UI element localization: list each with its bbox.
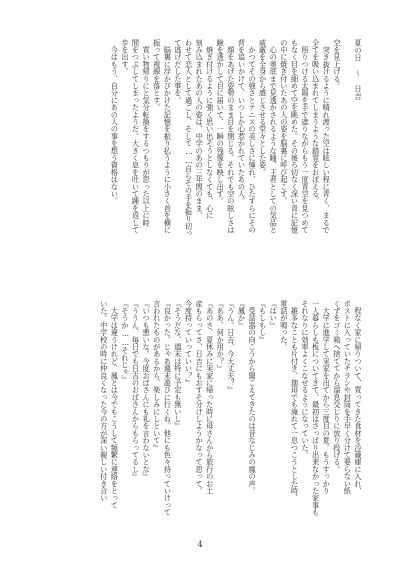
text-line: 空を見上げる。 — [332, 39, 342, 90]
text-line: ポストに入っていたチラシや封筒を手早く分けて要らない紙 — [343, 300, 353, 495]
text-line: 『はい』 — [269, 300, 279, 329]
text-line: 『あのさ、夏休みに実家に帰った時に母さんから旅行のお土 — [205, 300, 215, 495]
text-line: 顔をあげた姿勢のまま目を閉じる。それでも空の眩しさは — [226, 39, 236, 234]
page-number: 4 — [197, 540, 203, 549]
text-line: 買い物帰りにと気分転換をするつもりが思った以上に時 — [142, 39, 152, 227]
text-line: て逃げだした事を。 — [173, 39, 183, 104]
text-line: 脳裏に浮かびかけた記憶を振り払うように小さく首を横に — [163, 39, 173, 234]
text-line: 大学は違うけれど、鳳とは今でもこうして頻繁に連絡をとって — [110, 300, 120, 509]
text-line: 電話が鳴った。 — [279, 300, 289, 351]
text-line: かつてその強さとテニスの美しさに憧れ、ひたすらにその — [248, 39, 258, 234]
text-line: 程なく家に帰りついて、買ってきた食材を冷蔵庫に入れ、 — [354, 300, 363, 495]
text-line: 振って視線を落とす。 — [152, 39, 162, 111]
text-line: 『良かった。じゃあ週末遊びに行くね。他にも色々持っていけって — [163, 300, 173, 516]
text-line: 瞼を透かして目に届いて、一瞬の残像を映し出す。 — [216, 39, 226, 205]
text-line: 心の奥底まで見透かされるような瞳、王者としての気品と — [269, 39, 279, 234]
text-line: 受話器の向こうから聞こえてきたのは昔なじみの鳳の声。 — [248, 300, 258, 495]
text-line: 言われたものがあるから、楽しみにしといて』 — [152, 300, 162, 452]
text-line: わせて恋人として過ごし、そして……自らその手を振り切っ — [184, 39, 194, 237]
lower-text-block — [58, 300, 363, 535]
text-line: くずをゴミ箱へ捨ててから溜息交じりに放り投げる。 — [332, 300, 342, 473]
text-line: 刻み込まれたあの人の姿は、中学のあの三年間のまま、 — [195, 39, 205, 219]
text-line: 突き抜けるように晴れ渡った空は眩しい程に青く、まるで — [322, 39, 332, 234]
chapter-title: 夏の日 ～ 日吉 — [354, 39, 363, 101]
text-line: もなく目を細めて空を眺めた。その後ろ切なく深い青に記憶 — [290, 39, 300, 234]
text-line: 『ああ、何か用か？』 — [216, 300, 226, 372]
text-line: 背を追いかけて、いつしか心惹かれていたあの人。 — [237, 39, 247, 205]
text-line: 『鳳か』 — [237, 300, 247, 329]
text-line: 『そうだな、週末は特に予定も無いし』 — [173, 300, 183, 430]
text-line: 『うん。日吉、今大丈夫？』 — [226, 300, 236, 394]
text-line: 産もらってさ、日吉にもおすそ分けしようかなって思って。 — [195, 300, 205, 495]
text-line: 『いつも悪いな。今度おばさんにも礼を言わないとな』 — [142, 300, 152, 480]
text-line: 一人暮らしも板についてきて、最初はさっぱり出来なかった家事も — [311, 300, 321, 516]
text-line: それなりに効率よくこなせるようになっていた。 — [301, 300, 311, 459]
title-spacer — [342, 39, 353, 254]
text-line: 今度持っていっていい？』 — [184, 300, 194, 387]
text-line: 『もしもし』 — [258, 300, 268, 344]
text-line: 『そうか……それじゃ』 — [120, 300, 130, 383]
text-line: 照りつける太陽を手で遮りながらもう一度青空を見つめて — [301, 39, 311, 234]
text-line: 歩を出す。 — [120, 39, 130, 75]
text-line: 大学に進学して実家を出てから三度目の夏。もうすっかり — [322, 300, 332, 495]
text-line: の中に焼き付いたあの人の姿を脳裏に呼び起こす。 — [279, 39, 289, 205]
text-line: 雑多なことも片付き、珈琲でも淹れて一息つこうとした時、 — [290, 300, 300, 502]
text-line: 焼き付けるように強く思い出そうとしなくても、心に — [205, 39, 215, 219]
text-line: 間をつぶしてしまったようだ。大きく息を吐いて踵を返して — [131, 39, 141, 234]
text-line: 威厳を全身から感じさせる堂々とした姿。 — [258, 39, 268, 176]
text-line: 今はもう、自分にあの人の事を想う資格はない。 — [110, 39, 120, 205]
upper-text-block — [58, 39, 363, 254]
text-line: 『ううん、毎日でも日吉のおばさんからもらってるし』 — [131, 300, 141, 480]
text-line: 全てを吸い込まれてしまうような錯覚をおぼえる。 — [311, 39, 321, 205]
text-line: いた。中学校の時に仲良くなった今の方が深い親しい付き合い — [99, 300, 109, 502]
